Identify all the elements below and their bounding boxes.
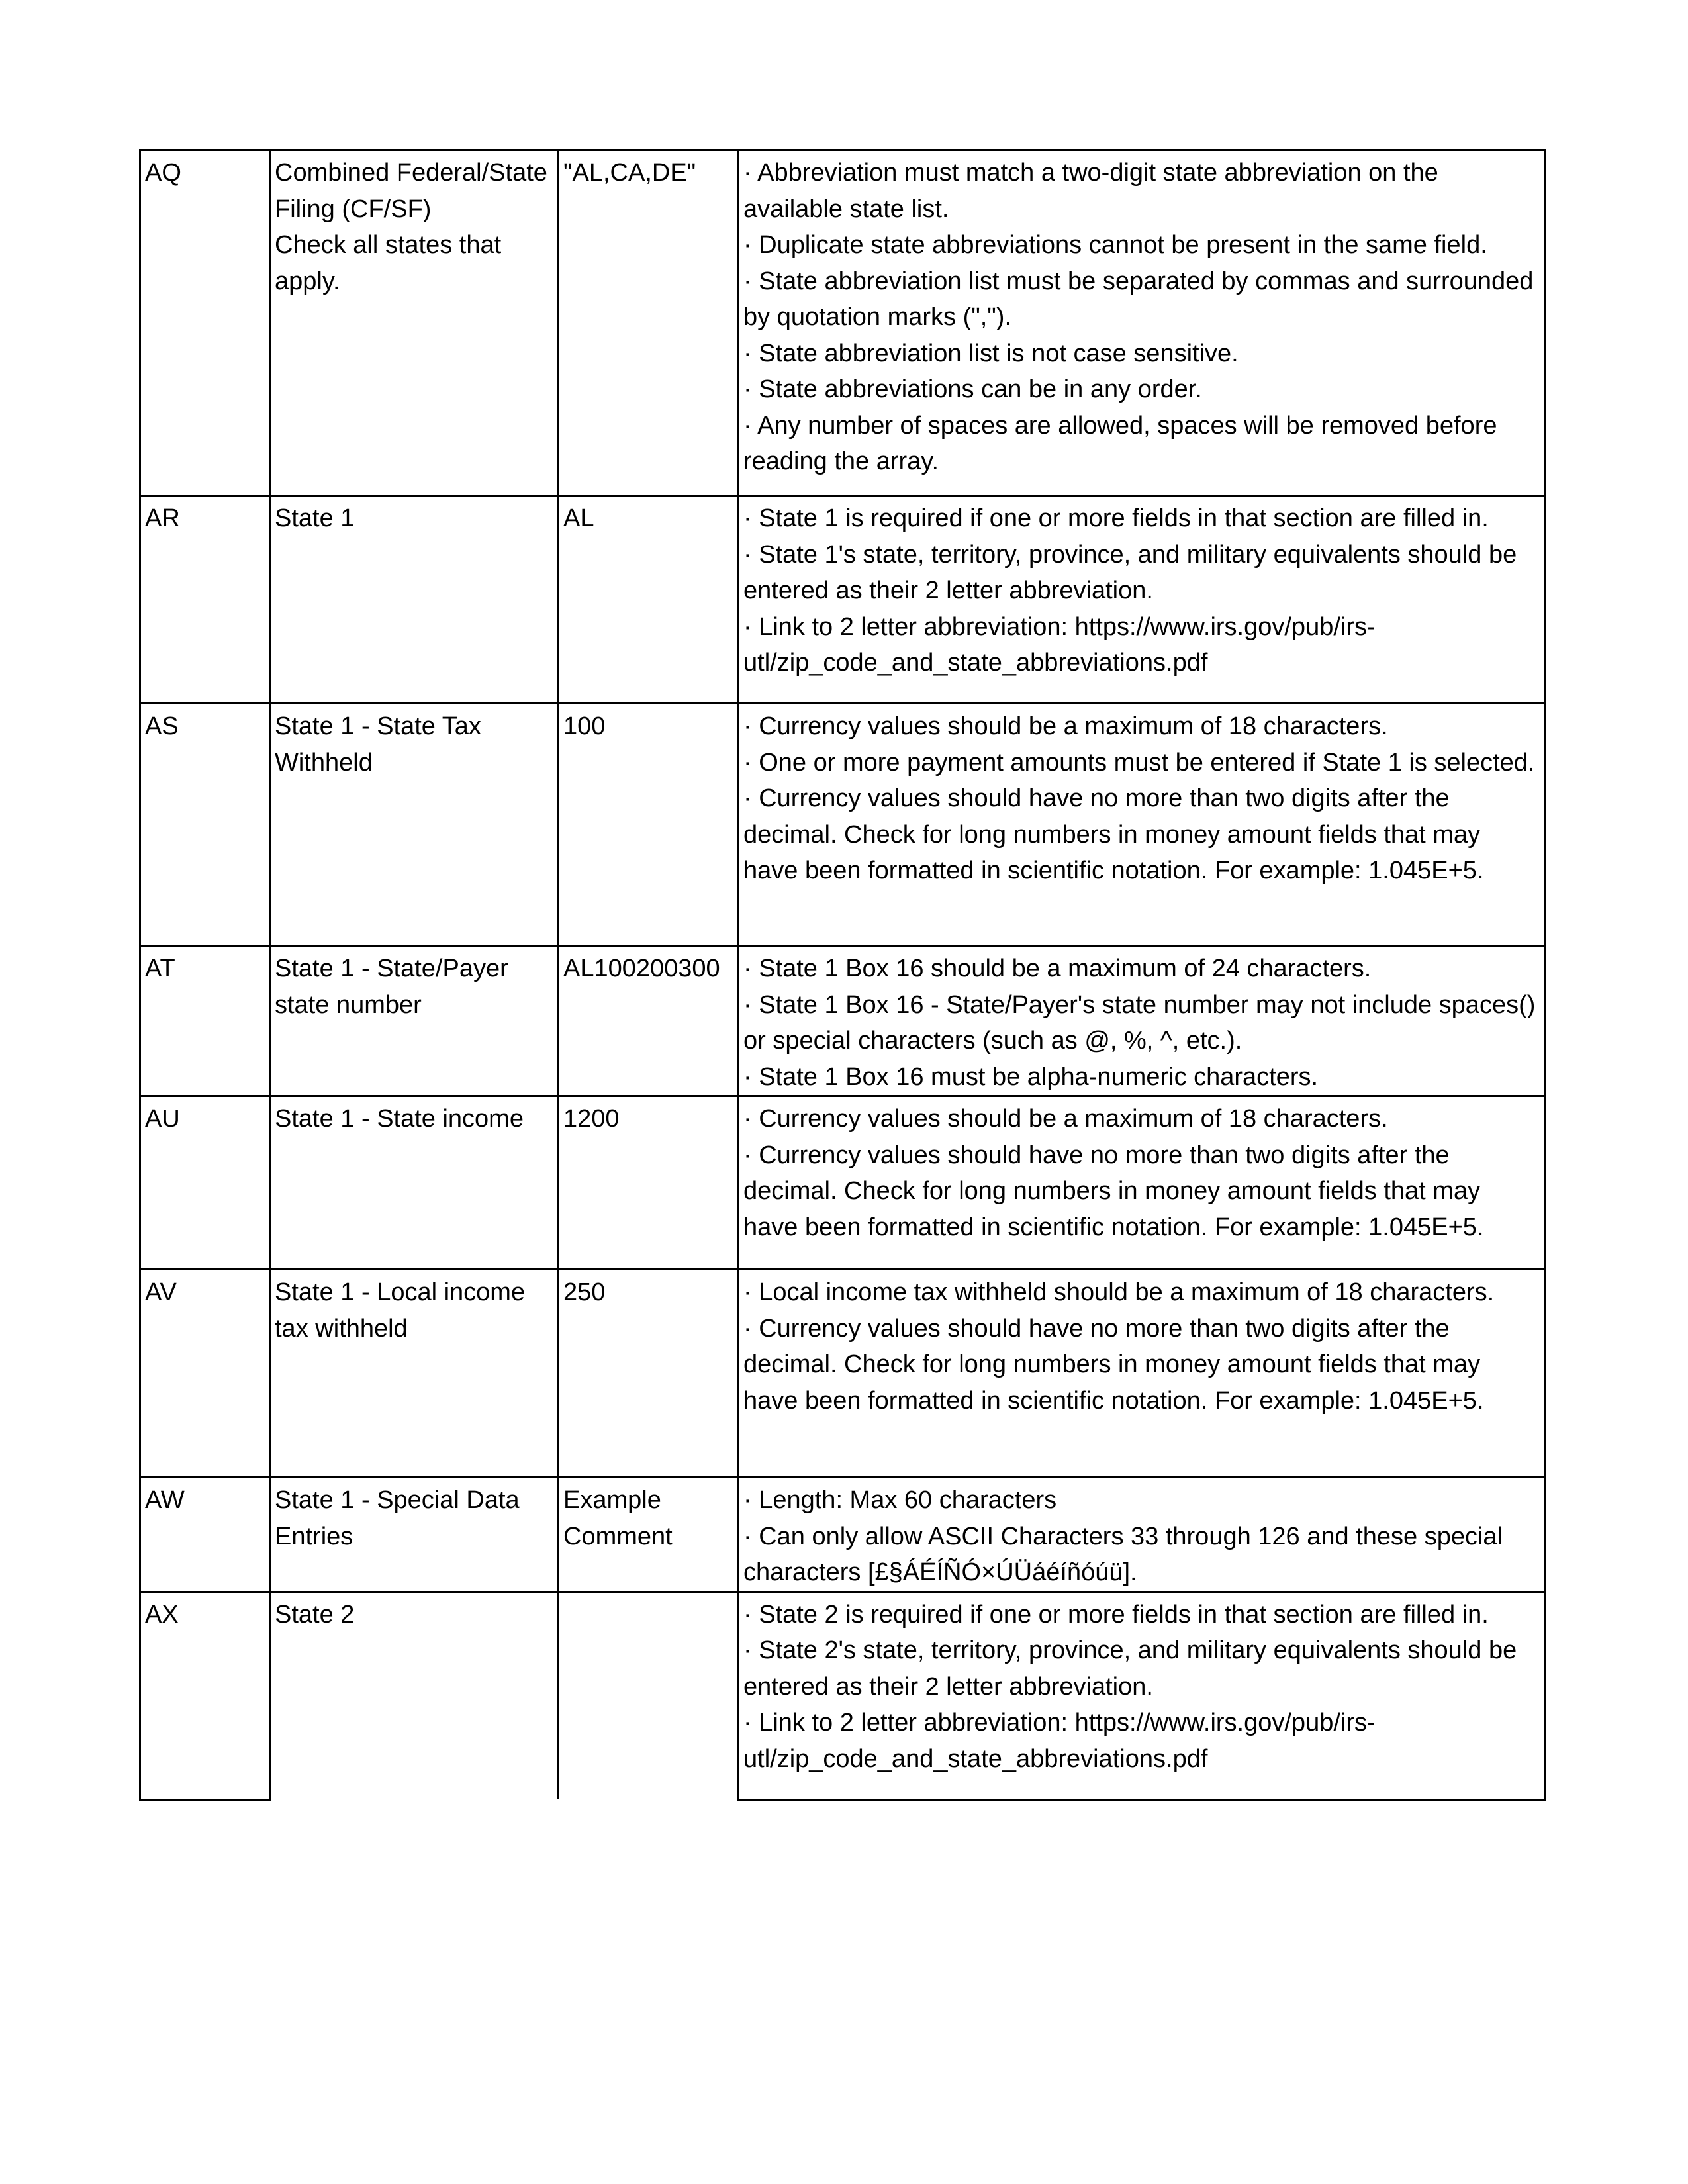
field-name-cell: State 1 - State Tax Withheld — [270, 704, 559, 946]
field-name-cell: State 1 - Local income tax withheld — [270, 1270, 559, 1478]
validation-rule: · Any number of spaces are allowed, spaces will be removed before reading the array. — [743, 411, 1497, 475]
table-row — [140, 1478, 1545, 1592]
table-row — [140, 1270, 1545, 1478]
validation-rules-cell — [739, 1591, 1545, 1799]
validation-rule: · State 1 Box 16 should be a maximum of 24 characters. — [743, 955, 1372, 982]
validation-rule: · State 1's state, territory, province, and military equivalents should be entered as their 2 letter abbreviation. — [743, 540, 1517, 604]
validation-rule: · State 1 is required if one or more fields in that section are filled in. — [743, 504, 1489, 532]
validation-rules-cell — [739, 496, 1545, 704]
validation-rules-cell — [739, 704, 1545, 946]
validation-rule: · Link to 2 letter abbreviation: https://www.irs.gov/pub/irs-utl/zip_code_and_state_abbreviations.pdf — [743, 612, 1376, 677]
example-value-cell — [559, 1591, 739, 1799]
validation-rule: · Currency values should have no more than two digits after the decimal. Check for long numbers in money amount fields that may have been formatted in scientific notation. For example: 1.045E+5. — [743, 1141, 1484, 1241]
column-letter-cell: AU — [140, 1096, 270, 1270]
example-value-cell: AL100200300 — [559, 946, 739, 1096]
validation-rule: · Local income tax withheld should be a maximum of 18 characters. — [743, 1278, 1495, 1306]
example-value-cell: 100 — [559, 704, 739, 946]
field-name-cell: Combined Federal/State Filing (CF/SF) Check all states that apply. — [270, 150, 559, 496]
validation-rule: · State 2's state, territory, province, and military equivalents should be entered as their 2 letter abbreviation. — [743, 1637, 1517, 1701]
column-letter-cell: AT — [140, 946, 270, 1096]
table-row — [140, 704, 1545, 946]
column-letter-cell: AW — [140, 1478, 270, 1592]
validation-rule: · State 1 Box 16 must be alpha-numeric characters. — [743, 1063, 1319, 1091]
validation-rule: · State abbreviation list must be separated by commas and surrounded by quotation marks (","). — [743, 267, 1534, 331]
validation-rules-cell — [739, 150, 1545, 496]
validation-rules-cell — [739, 1270, 1545, 1478]
example-value-cell: Example Comment — [559, 1478, 739, 1592]
field-name-cell: State 1 - State income — [270, 1096, 559, 1270]
validation-rule: · Currency values should have no more than two digits after the decimal. Check for long numbers in money amount fields that may have been formatted in scientific notation. For example: 1.045E+5. — [743, 1314, 1484, 1415]
validation-rule: · Link to 2 letter abbreviation: https://www.irs.gov/pub/irs-utl/zip_code_and_state_abbreviations.pdf — [743, 1709, 1376, 1773]
validation-rule: · State abbreviation list is not case sensitive. — [743, 339, 1239, 367]
validation-rule: · Currency values should have no more than two digits after the decimal. Check for long numbers in money amount fields that may have been formatted in scientific notation. For example: 1.045E+5. — [743, 784, 1484, 884]
table-row — [140, 1096, 1545, 1270]
field-spec-table-body — [140, 150, 1545, 1800]
validation-rule: · Currency values should be a maximum of 18 characters. — [743, 1105, 1388, 1133]
field-name-cell: State 1 - Special Data Entries — [270, 1478, 559, 1592]
validation-rule: · State abbreviations can be in any order. — [743, 375, 1202, 403]
column-letter-cell: AQ — [140, 150, 270, 496]
example-value-cell: 250 — [559, 1270, 739, 1478]
validation-rule: · Duplicate state abbreviations cannot be present in the same field. — [743, 231, 1487, 259]
table-row — [140, 946, 1545, 1096]
example-value-cell: "AL,CA,DE" — [559, 150, 739, 496]
column-letter-cell: AR — [140, 496, 270, 704]
field-name-cell: State 2 — [270, 1591, 559, 1799]
column-letter-cell: AX — [140, 1591, 270, 1799]
column-letter-cell: AS — [140, 704, 270, 946]
column-letter-cell: AV — [140, 1270, 270, 1478]
table-row — [140, 150, 1545, 496]
validation-rules-cell — [739, 1478, 1545, 1592]
validation-rules-cell — [739, 1096, 1545, 1270]
validation-rules-cell — [739, 946, 1545, 1096]
validation-rule: · Abbreviation must match a two-digit state abbreviation on the available state list. — [743, 159, 1438, 223]
field-spec-table — [139, 149, 1546, 1801]
validation-rule: · Length: Max 60 characters — [743, 1486, 1057, 1514]
validation-rule: · State 2 is required if one or more fields in that section are filled in. — [743, 1600, 1489, 1629]
validation-rule: · State 1 Box 16 - State/Payer's state number may not include spaces() or special characters (such as @, %, ^, etc.). — [743, 990, 1536, 1055]
validation-rule: · Currency values should be a maximum of 18 characters. — [743, 712, 1388, 740]
table-row — [140, 1591, 1545, 1799]
field-name-cell: State 1 - State/Payer state number — [270, 946, 559, 1096]
validation-rule: · Can only allow ASCII Characters 33 through 126 and these special characters [£§ÁÉÍÑÓ×ÚÜáéíñóúü]. — [743, 1522, 1503, 1586]
validation-rule: · One or more payment amounts must be entered if State 1 is selected. — [743, 748, 1535, 777]
table-row — [140, 496, 1545, 704]
example-value-cell: 1200 — [559, 1096, 739, 1270]
example-value-cell: AL — [559, 496, 739, 704]
field-name-cell: State 1 — [270, 496, 559, 704]
